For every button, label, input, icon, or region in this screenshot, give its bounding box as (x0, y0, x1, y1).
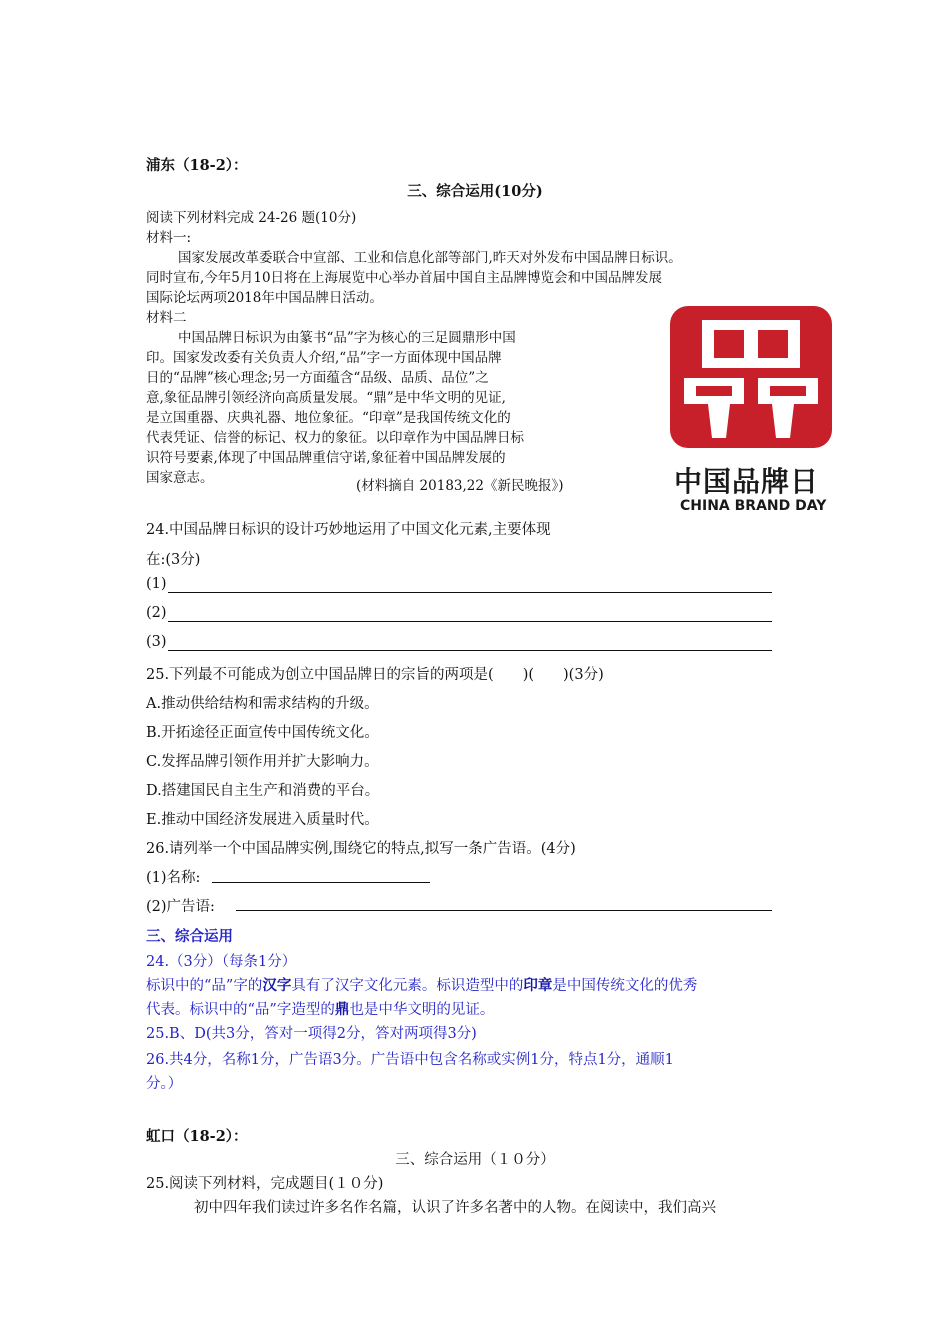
option-b: B.开拓途径正面宣传中国传统文化。 (146, 725, 379, 741)
answer-text: 是中国传统文化的优秀 (552, 978, 698, 994)
region-title-hongkou: 虹口（18-2）： (146, 1128, 248, 1145)
answer-text: 标识中的“品”字的 (146, 978, 263, 994)
answer-heading: 三、综合运用 (146, 929, 233, 945)
option-c: C.发挥品牌引领作用并扩大影响力。 (146, 754, 379, 770)
material2-line: 意,象征品牌引领经济向高质量发展。“鼎”是中华文明的见证, (146, 390, 506, 406)
answer-text: 也是中华文明的见证。 (349, 1002, 495, 1018)
material2-line: 中国品牌日标识为由篆书“品”字为核心的三足圆鼎形中国 (178, 330, 516, 346)
reading-intro: 阅读下列材料完成 24-26 题(10分) (146, 210, 357, 226)
answer-26-line1: 26.共4分，名称1分，广告语3分。广告语中包含名称或实例1分，特点1分，通顺1 (146, 1052, 674, 1068)
option-e: E.推动中国经济发展进入质量时代。 (146, 812, 379, 828)
question-26: 26.请列举一个中国品牌实例,围绕它的特点,拟写一条广告语。(4分) (146, 841, 576, 857)
answer-blank-label: (2) (146, 605, 167, 621)
material2-line: 代表凭证、信誉的标记、权力的象征。以印章作为中国品牌日标 (146, 430, 524, 446)
material2-line: 日的“品牌”核心理念;另一方面蕴含“品级、品质、品位”之 (146, 370, 489, 386)
option-d: D.搭建国民自主生产和消费的平台。 (146, 783, 380, 799)
material2-line: 识符号要素,体现了中国品牌重信守诺,象征着中国品牌发展的 (146, 450, 506, 466)
material1-line: 国际论坛两项2018年中国品牌日活动。 (146, 290, 383, 306)
answer-text: 代表。标识中的“品”字造型的 (146, 1002, 335, 1018)
option-a: A.推动供给结构和需求结构的升级。 (146, 696, 379, 712)
paragraph-hongkou: 初中四年我们读过许多名作名篇，认识了许多名著中的人物。在阅读中，我们高兴 (194, 1200, 716, 1216)
answer-24-head: 24.（3分）（每条1分） (146, 954, 297, 970)
answer-keyword: 印章 (523, 977, 553, 994)
region-title-pudong: 浦东（18-2）： (146, 157, 248, 174)
answer-keyword: 鼎 (334, 1001, 350, 1018)
china-brand-day-logo (662, 300, 840, 522)
material-source: (材料摘自 20183,22《新民晚报》) (356, 478, 564, 494)
material1-line: 同时宣布,今年5月10日将在上海展览中心举办首届中国自主品牌博览会和中国品牌发展 (146, 270, 663, 286)
section-heading: 三、综合运用(10分) (407, 183, 543, 200)
ding-seal-logo-icon (662, 300, 840, 450)
material2-line: 国家意志。 (146, 470, 214, 486)
answer-26-line2: 分。） (146, 1076, 183, 1092)
answer-blank-line[interactable] (168, 592, 772, 593)
question-24-cont: 在:(3分) (146, 552, 201, 568)
answer-25: 25.B、D(共3分，答对一项得2分，答对两项得3分) (146, 1026, 477, 1042)
question-24: 24.中国品牌日标识的设计巧妙地运用了中国文化元素,主要体现 (146, 522, 551, 538)
question-25-hongkou: 25.阅读下列材料，完成题目(１０分) (146, 1176, 384, 1192)
slogan-label: (2)广告语: (146, 899, 215, 915)
material2-label: 材料二 (146, 310, 187, 326)
answer-blank-line[interactable] (168, 650, 772, 651)
section-heading-2: 三、综合运用（１０分） (395, 1152, 555, 1168)
logo-cn-text: 中国品牌日 (674, 465, 820, 498)
answer-24-line1 (146, 974, 697, 995)
logo-en-text: CHINA BRAND DAY (680, 498, 827, 514)
material1-label: 材料一: (146, 230, 192, 246)
brand-name-label: (1)名称: (146, 870, 201, 886)
answer-blank-label: (1) (146, 576, 167, 592)
brand-name-blank[interactable] (212, 882, 430, 883)
answer-blank-label: (3) (146, 634, 167, 650)
slogan-blank[interactable] (236, 910, 772, 911)
question-25: 25.下列最不可能成为创立中国品牌日的宗旨的两项是( )( )(3分) (146, 667, 604, 683)
answer-blank-line[interactable] (168, 621, 772, 622)
material1-line: 国家发展改革委联合中宣部、工业和信息化部等部门,昨天对外发布中国品牌日标识。 (178, 250, 682, 266)
material2-line: 印。国家发改委有关负责人介绍,“品”字一方面体现中国品牌 (146, 350, 502, 366)
answer-text: 具有了汉字文化元素。标识造型中的 (291, 978, 524, 994)
material2-line: 是立国重器、庆典礼器、地位象征。“印章”是我国传统文化的 (146, 410, 511, 426)
answer-24-line2 (146, 998, 494, 1019)
answer-keyword: 汉字 (262, 977, 292, 994)
